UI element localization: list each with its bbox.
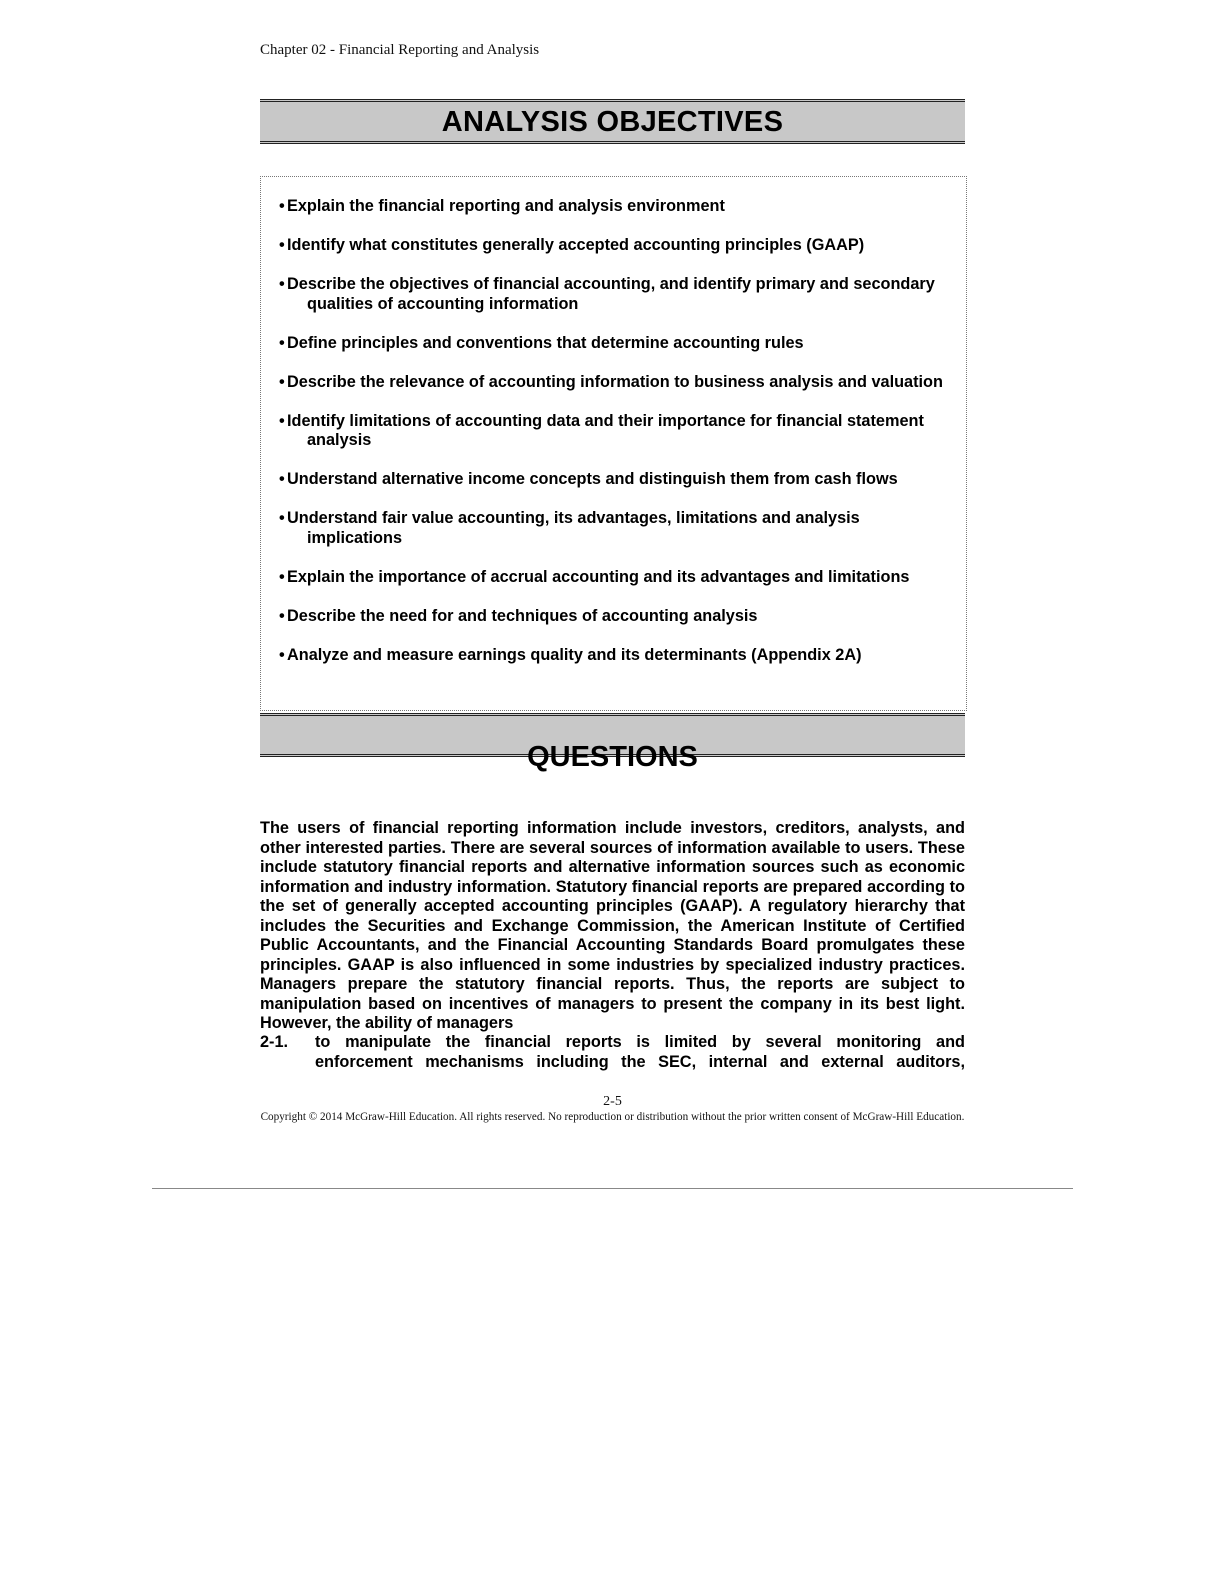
bullet-icon: • — [279, 567, 285, 586]
objectives-banner — [260, 99, 965, 144]
bullet-icon: • — [279, 372, 285, 391]
list-item: • Analyze and measure earnings quality and its determinants (Appendix 2A) — [279, 645, 862, 664]
list-item: • Understand alternative income concepts and distinguish them from cash flows — [279, 470, 898, 488]
page-divider — [152, 1188, 1073, 1189]
question-item — [260, 1033, 965, 1072]
bullet-icon: • — [279, 236, 285, 254]
bullet-icon: • — [279, 333, 285, 352]
questions-title: QUESTIONS — [527, 741, 698, 773]
list-item: • Understand fair value accounting, its advantages, limitations and analysis implications — [279, 509, 860, 547]
copyright-notice: Copyright © 2014 McGraw-Hill Education. All rights reserved. No reproduction or distribution without the prior written consent of McGraw-Hill Education. — [260, 1111, 965, 1123]
question-number: 2-1. — [260, 1033, 289, 1051]
bullet-icon: • — [279, 275, 285, 293]
objectives-title: ANALYSIS OBJECTIVES — [441, 106, 784, 138]
questions-intro: The users of financial reporting information include investors, creditors, analysts, and other interested parties. There are several sources of information available to users. These include statutory financial reports and alternative information sources such as economic information and industry information. Statutory financial reports are prepared according to the set of generally accepted accounting principles (GAAP). A regulatory hierarchy that includes the Securities and Exchange Commission, the American Institute of Certified Public Accountants, and the Financial Accounting Standards Board promulgates these principles. GAAP is also influenced in some industries by specialized industry practices. Managers prepare the statutory financial reports. Thus, the reports are subject to manipulation based on incentives of managers to present the company in its best light. However, the ability of managers — [260, 819, 965, 1032]
list-item: • Describe the relevance of accounting information to business analysis and valuation — [279, 372, 943, 391]
list-item: • Identify limitations of accounting data and their importance for financial statement analysis — [279, 411, 924, 449]
bullet-icon: • — [279, 411, 285, 430]
bullet-icon: • — [279, 509, 285, 527]
list-item: • Define principles and conventions that determine accounting rules — [279, 333, 804, 352]
bullet-icon: • — [279, 197, 285, 215]
list-item: • Describe the need for and techniques of accounting analysis — [279, 606, 758, 625]
list-item: • Explain the financial reporting and analysis environment — [279, 197, 725, 215]
objectives-box — [260, 176, 967, 711]
list-item: • Describe the objectives of financial accounting, and identify primary and secondary qualities of accounting information — [279, 275, 935, 313]
bullet-icon: • — [279, 645, 285, 664]
question-text: to manipulate the financial reports is limited by several monitoring and enforcement mechanisms including the SEC, internal and external auditors, — [315, 1033, 965, 1071]
list-item: • Identify what constitutes generally accepted accounting principles (GAAP) — [279, 236, 865, 254]
running-header: Chapter 02 - Financial Reporting and Analysis — [260, 42, 540, 58]
objectives-list — [279, 197, 949, 685]
page-number: 2-5 — [603, 1094, 622, 1109]
list-item: • Explain the importance of accrual accounting and its advantages and limitations — [279, 567, 910, 586]
bullet-icon: • — [279, 470, 285, 488]
bullet-icon: • — [279, 606, 285, 625]
